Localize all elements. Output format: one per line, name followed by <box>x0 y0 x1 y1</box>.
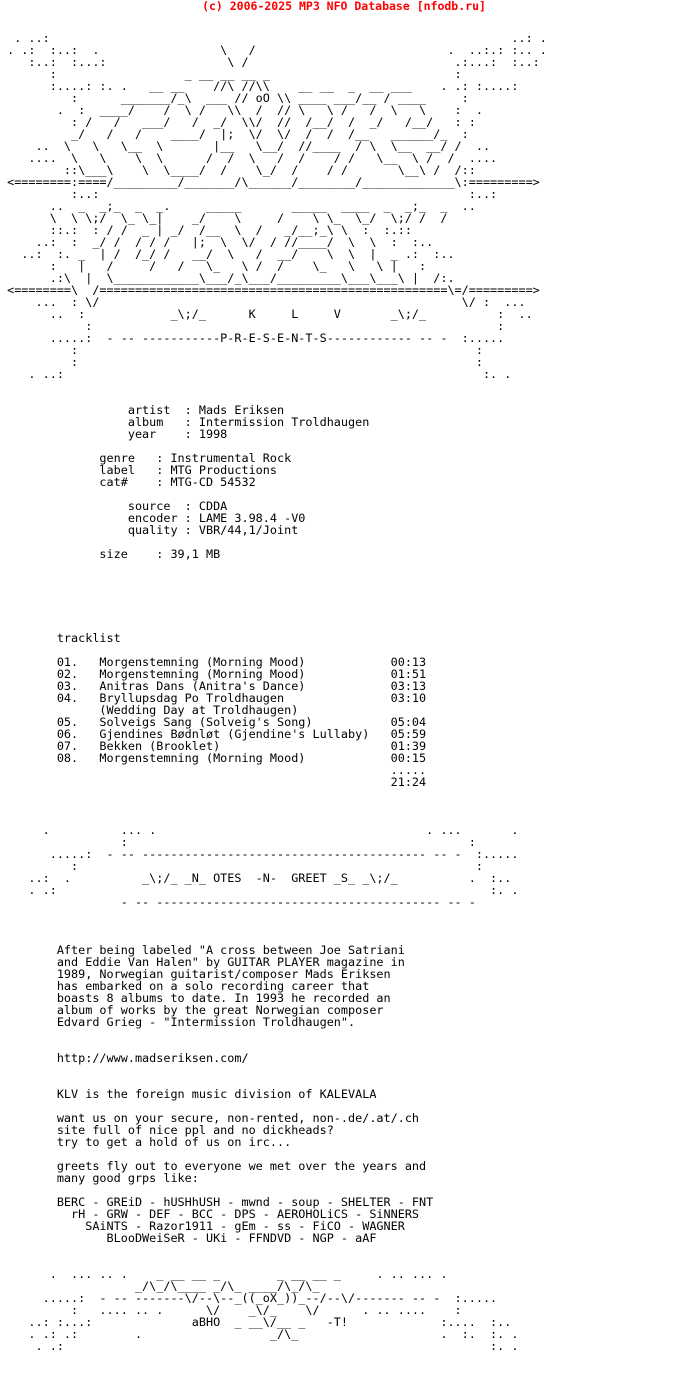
nfo-line: 05. Solveigs Sang (Solveig's Song) 05:04 <box>0 715 427 729</box>
nfo-line: album : Intermission Troldhaugen <box>0 415 370 429</box>
nfo-line: . ... .. . _ __ __ _ _ __ __ _ . .. ... . <box>0 1267 448 1281</box>
nfo-line: encoder : LAME 3.98.4 -V0 <box>0 511 306 525</box>
nfo-line: <========:====/_________/_______/\______/________/_____________\:=========> <box>0 175 540 189</box>
nfo-line: :....: :. . __ __ //\ //\\ __ __ _ __ ___ . .: :....: <box>0 79 519 93</box>
nfo-line: . ..: :. . <box>0 367 512 381</box>
nfo-line: : _______/_\ ___ // oO \\ ____ ___/__ / ____ : <box>0 91 469 105</box>
nfo-line <box>0 608 688 620</box>
nfo-line: rH - GRW - DEF - BCC - DPS - AEROHOLiCS - SiNNERS <box>0 1207 420 1221</box>
nfo-line: artist : Mads Eriksen <box>0 403 285 417</box>
nfo-line: : : <box>0 343 483 357</box>
nfo-line: 08. Morgenstemning (Morning Mood) 00:15 <box>0 751 427 765</box>
nfo-line: many good grps like: <box>0 1171 199 1185</box>
nfo-line: . ..: ..: . <box>0 31 547 45</box>
nfo-line: \ \ \;/ \_ \_| _/ \ / \ \_ \_/ \;/ / / <box>0 211 448 225</box>
nfo-line <box>0 920 688 932</box>
nfo-line: size : 39,1 MB <box>0 547 221 561</box>
nfo-line: :..: :...: \ / .:...: :..: <box>0 55 540 69</box>
nfo-line <box>0 908 688 920</box>
nfo-line <box>0 1064 688 1076</box>
nfo-line: .....: - -- ---------------------------------------- -- - :..... <box>0 847 519 861</box>
nfo-line: <========\ /=================================================\=/=========> <box>0 283 540 297</box>
nfo-line: greets fly out to everyone we met over the years and <box>0 1159 427 1173</box>
nfo-line: quality : VBR/44,1/Joint <box>0 523 299 537</box>
nfo-line: cat# : MTG-CD 54532 <box>0 475 256 489</box>
nfo-line: . .: :..: . \ / . ..:.: :.. . <box>0 43 547 57</box>
nfo-line: 1989, Norwegian guitarist/composer Mads Eriksen <box>0 967 391 981</box>
nfo-line: After being labeled "A cross between Joe Satriani <box>0 943 405 957</box>
nfo-line: .. \ \ \__ \ |__ \__/ //____ / \ \__ __/ / .. <box>0 139 491 153</box>
nfo-line <box>0 1028 688 1040</box>
nfo-line: . .: .: . _/\_ . :. :. . <box>0 1327 519 1341</box>
nfo-line: : | / / / \_ \ / / \_ \ \ | : <box>0 259 427 273</box>
nfo-line: BLooDWeiSeR - UKi - FFNDVD - NGP - aAF <box>0 1231 377 1245</box>
nfo-line: 21:24 <box>0 775 427 789</box>
nfo-line: label : MTG Productions <box>0 463 277 477</box>
nfo-line: :..: :..: <box>0 187 498 201</box>
nfo-line: .....: - -- -------\/--\--_((_oX_))_--/--\/------- -- - :..... <box>0 1291 498 1305</box>
nfo-line: .:\ | \____________\___/_\___/_________\___\___\ | /:. <box>0 271 455 285</box>
nfo-line: source : CDDA <box>0 499 228 513</box>
nfo-line: ..: :. _ | / /_/ / __/ \ / __/ \ \ | _ .: :.. <box>0 247 455 261</box>
nfo-line: : : <box>0 859 483 873</box>
nfo-line <box>0 560 688 572</box>
nfo-line: ..: . _\;/_ _N_ OTES -N- GREET _S_ _\;/_ . :.. <box>0 871 512 885</box>
nfo-line: . : ____/ / \ / \\ / // \ \ / / \ \ : . <box>0 103 483 117</box>
nfo-line: album of works by the great Norwegian composer <box>0 1003 384 1017</box>
nfo-line: : / / ___/ / _/ \\/ // /__/ / _/ /__/ : : <box>0 115 476 129</box>
nfo-line: ::\___\ \ \____/ / \_/ / / / \__\ / /:: <box>0 163 476 177</box>
nfo-line: boasts 8 albums to date. In 1993 he recorded an <box>0 991 391 1005</box>
nfo-line <box>0 572 688 584</box>
nfo-line: . .: :. . <box>0 1339 519 1352</box>
nfo-line: 02. Morgenstemning (Morning Mood) 01:51 <box>0 667 427 681</box>
nfo-line: has embarked on a solo recording career that <box>0 979 370 993</box>
nfo-line: ..: :...: aBHO _ __\/__ _ -T! :.... :.. <box>0 1315 512 1329</box>
nfo-text-body <box>0 20 688 1352</box>
nfo-line: Edvard Grieg - "Intermission Troldhaugen". <box>0 1015 356 1029</box>
nfo-line: (Wedding Day at Troldhaugen) <box>0 703 299 717</box>
nfo-line: year : 1998 <box>0 427 228 441</box>
nfo-line: genre : Instrumental Rock <box>0 451 292 465</box>
nfo-line: KLV is the foreign music division of KALEVALA <box>0 1087 377 1101</box>
nfo-line: . .: :. . <box>0 883 519 897</box>
nfo-line: .....: - -- -----------P-R-E-S-E-N-T-S------------ -- - :..... <box>0 331 505 345</box>
nfo-line: . ... . . ... . <box>0 823 519 837</box>
nfo-line: site full of nice ppl and no dickheads? <box>0 1123 334 1137</box>
nfo-line: .... \ \ \ \ / / \ / / / / \__ \ / / .... <box>0 151 498 165</box>
nfo-line: : : <box>0 319 505 333</box>
nfo-line: 01. Morgenstemning (Morning Mood) 00:13 <box>0 655 427 669</box>
nfo-line: http://www.madseriksen.com/ <box>0 1051 249 1065</box>
nfo-line: ::.: : / / _ | _/ /__ \ / _/__;_\ \ : :.:: <box>0 223 412 237</box>
nfo-line: .. : _\;/_ K L V _\;/_ : .. <box>0 307 533 321</box>
nfo-line <box>0 380 688 392</box>
nfo-line: _/\_/\____ _/\_ ____/\_/\_ <box>0 1279 320 1293</box>
nfo-line: : : <box>0 835 476 849</box>
nfo-line: tracklist <box>0 631 121 645</box>
nfo-line <box>0 1244 688 1256</box>
nfo-line: ... : \/ \/ : ... <box>0 295 526 309</box>
nfo-line: - -- ---------------------------------------- -- - <box>0 895 476 909</box>
nfo-line: 07. Bekken (Brooklet) 01:39 <box>0 739 427 753</box>
nfo-line: ..... <box>0 763 427 777</box>
nfo-line: try to get a hold of us on irc... <box>0 1135 292 1149</box>
nfo-line: 03. Anitras Dans (Anitra's Dance) 03:13 <box>0 679 427 693</box>
nfo-line: BERC - GREiD - hUSHhUSH - mwnd - soup - SHELTER - FNT <box>0 1195 434 1209</box>
nfo-line: : .... .. . \/ _\/_ \/ . .. .... : <box>0 1303 462 1317</box>
nfo-line: .. _ _;_ _ _. _____ _____ ____ _ _;_ _ .. <box>0 199 476 213</box>
nfo-line <box>0 788 688 800</box>
nfo-line: _/ / / ____/ |; \/ \/ / / /__ ______/_ : <box>0 127 469 141</box>
nfo-line <box>0 596 688 608</box>
nfo-line: want us on your secure, non-rented, non-.de/.at/.ch <box>0 1111 420 1125</box>
nfo-line: 06. Gjendines Bødnløt (Gjendine's Lullaby) 05:59 <box>0 727 427 741</box>
nfo-line <box>0 800 688 812</box>
nfo-line: and Eddie Van Halen" by GUITAR PLAYER magazine in <box>0 955 405 969</box>
nfo-line: 04. Bryllupsdag Po Troldhaugen 03:10 <box>0 691 427 705</box>
nfo-line <box>0 584 688 596</box>
nfo-line: : : <box>0 355 483 369</box>
site-copyright-header: (c) 2006-2025 MP3 NFO Database [nfodb.ru] <box>202 0 486 13</box>
nfo-line: ..: : _/ / / / / |; \ \/ / //____/ \ \ : :.. <box>0 235 434 249</box>
nfo-line: SAiNTS - Razor1911 - gEm - ss - FiCO - WAGNER <box>0 1219 405 1233</box>
nfo-line: : _ __ __ __ _ : <box>0 67 462 81</box>
